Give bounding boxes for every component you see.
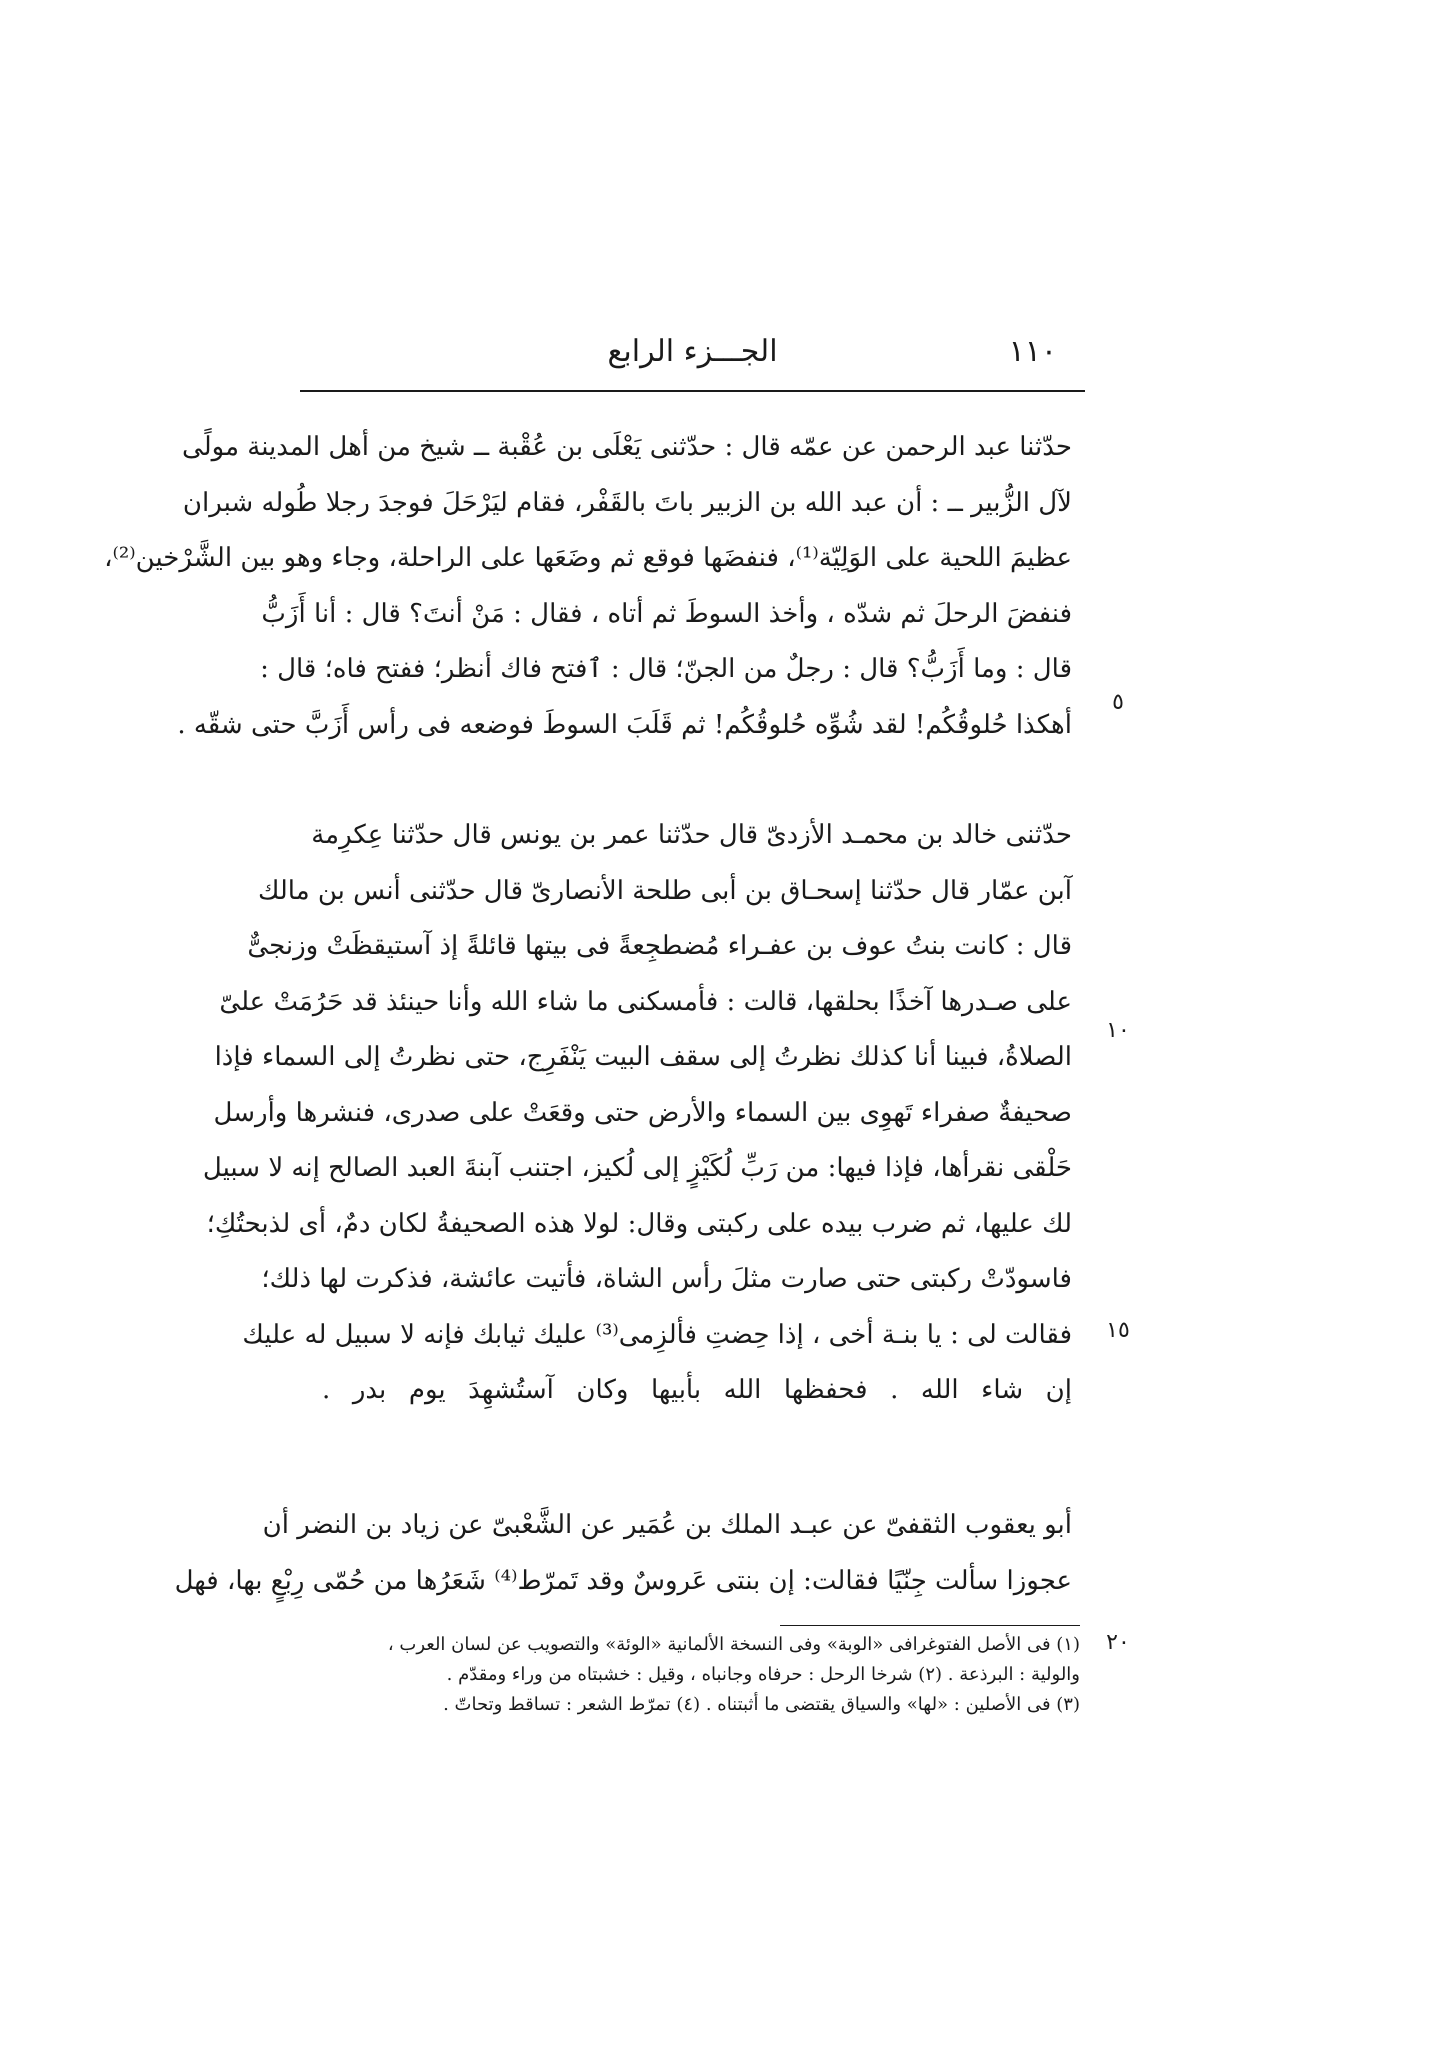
- paragraph-2: [202, 808, 1072, 1419]
- line-number: ٥: [1112, 690, 1124, 715]
- text-line: حدّثنا عبد الرحمن عن عمّه قال : حدّثنى يَعْلَى بن عُقْبة ــ شيخ من أهل المدينة مولًى: [182, 432, 1072, 462]
- line-number: ١٠: [1106, 1018, 1130, 1043]
- text-line: آبن عمّار قال حدّثنا إسحـاق بن أبى طلحة الأنصارىّ قال حدّثنى أنس بن مالك: [257, 875, 1072, 906]
- text-line: على صـدرها آخذًا بحلقها، قالت : فأمسكنى ما شاء الله وأنا حينئذ قد حَرُمَتْ علىّ: [219, 986, 1072, 1017]
- text-line: عظيمَ اللحية على الوَلِيّة⁽¹⁾، فنفضَها فوقع ثم وضَعَها على الراحلة، وجاء وهو بين الشَّرْخين⁽²⁾،: [104, 543, 1072, 573]
- header-rule: [300, 390, 1085, 392]
- text-line: صحيفةٌ صفراء تَهوِى بين السماء والأرض حتى وقعَتْ على صدرى، فنشرها وأرسل: [213, 1097, 1072, 1128]
- text-line: حدّثنى خالد بن محمـد الأزدىّ قال حدّثنا عمر بن يونس قال حدّثنا عِكرِمة: [311, 820, 1072, 850]
- text-line: لآل الزُّبير ــ : أن عبد الله بن الزبير باتَ بالقَفْر، فقام ليَرْحَلَ فوجدَ رجلا طُوله شبران: [182, 487, 1072, 518]
- footnote-line: (١) فى الأصل الفتوغرافى «الوبة» وفى النسخة الألمانية «الوئة» والتصويب عن لسان العرب ،: [387, 1634, 1080, 1655]
- paragraph-1: [104, 420, 1072, 753]
- text-line: قال : وما أَزَبُّ؟ قال : رجلٌ من الجنّ؛ قال : ٱفتح فاك أنظر؛ ففتح فاه؛ قال :: [260, 654, 1072, 684]
- page-header: [300, 328, 1085, 380]
- text-line: عجوزا سألت جِنّيًا فقالت: إن بنتى عَروسٌ وقد تَمرّط⁽⁴⁾ شَعَرُها من حُمّى رِبْعٍ بها، فهل: [174, 1565, 1072, 1596]
- text-line: فنفضَ الرحلَ ثم شدّه ، وأخذ السوطَ ثم أتاه ، فقال : مَنْ أنتَ؟ قال : أنا أَزَبُّ: [261, 598, 1072, 629]
- text-line: أبو يعقوب الثقفىّ عن عبـد الملك بن عُمَير عن الشَّعْبىّ عن زياد بن النضر أن: [262, 1510, 1072, 1540]
- footnote-line: والولية : البرذعة . (٢) شرخا الرحل : حرفاه وجانباه ، وقيل : خشبتاه من وراء ومقدّم .: [446, 1664, 1080, 1685]
- running-title: الجـــزء الرابع: [607, 334, 778, 369]
- text-line: حَلْقى نقرأها، فإذا فيها: من رَبِّ لُكَيْزٍ إلى لُكيز، اجتنب آبنةَ العبد الصالح إنه لا سبيل: [202, 1153, 1072, 1183]
- page-number: ١١٠: [1008, 334, 1057, 369]
- line-number: ٢٠: [1106, 1630, 1130, 1655]
- paragraph-3: [174, 1498, 1072, 1609]
- text-line: قال : كانت بنتُ عوف بن عفـراء مُضطجِعةً فى بيتها قائلةً إذ آستيقظَتْ وزنجىٌّ: [247, 931, 1072, 961]
- footnotes: [330, 1630, 1080, 1720]
- text-line: فقالت لى : يا بنـة أخى ، إذا حِضتِ فألزِمى⁽³⁾ عليك ثيابك فإنه لا سبيل له عليك: [242, 1319, 1072, 1350]
- line-number: ١٥: [1106, 1318, 1130, 1343]
- text-line: لك عليها، ثم ضرب بيده على ركبتى وقال: لولا هذه الصحيفةُ لكان دمٌ، أى لذبحتُكِ؛: [206, 1208, 1072, 1239]
- text-line: إن شاء الله . فحفظها الله بأبيها وكان آستُشهِدَ يوم بدر .: [322, 1375, 1072, 1405]
- footnote-rule: [780, 1625, 1080, 1626]
- text-line: أهكذا حُلوقُكُم! لقد شُوِّه حُلوقُكُم! ثم قَلَبَ السوطَ فوضعه فى رأس أَزَبَّ حتى شقّه .: [177, 709, 1072, 740]
- text-line: الصلاةُ، فبينا أنا كذلك نظرتُ إلى سقف البيت يَنْفَرِج، حتى نظرتُ إلى السماء فإذا: [214, 1042, 1072, 1072]
- text-line: فاسودّتْ ركبتى حتى صارت مثلَ رأس الشاة، فأتيت عائشة، فذكرت لها ذلك؛: [261, 1264, 1072, 1294]
- footnote-line: (٣) فى الأصلين : «لها» والسياق يقتضى ما أثبتناه . (٤) تمرّط الشعر : تساقط وتحاتّ .: [443, 1694, 1080, 1715]
